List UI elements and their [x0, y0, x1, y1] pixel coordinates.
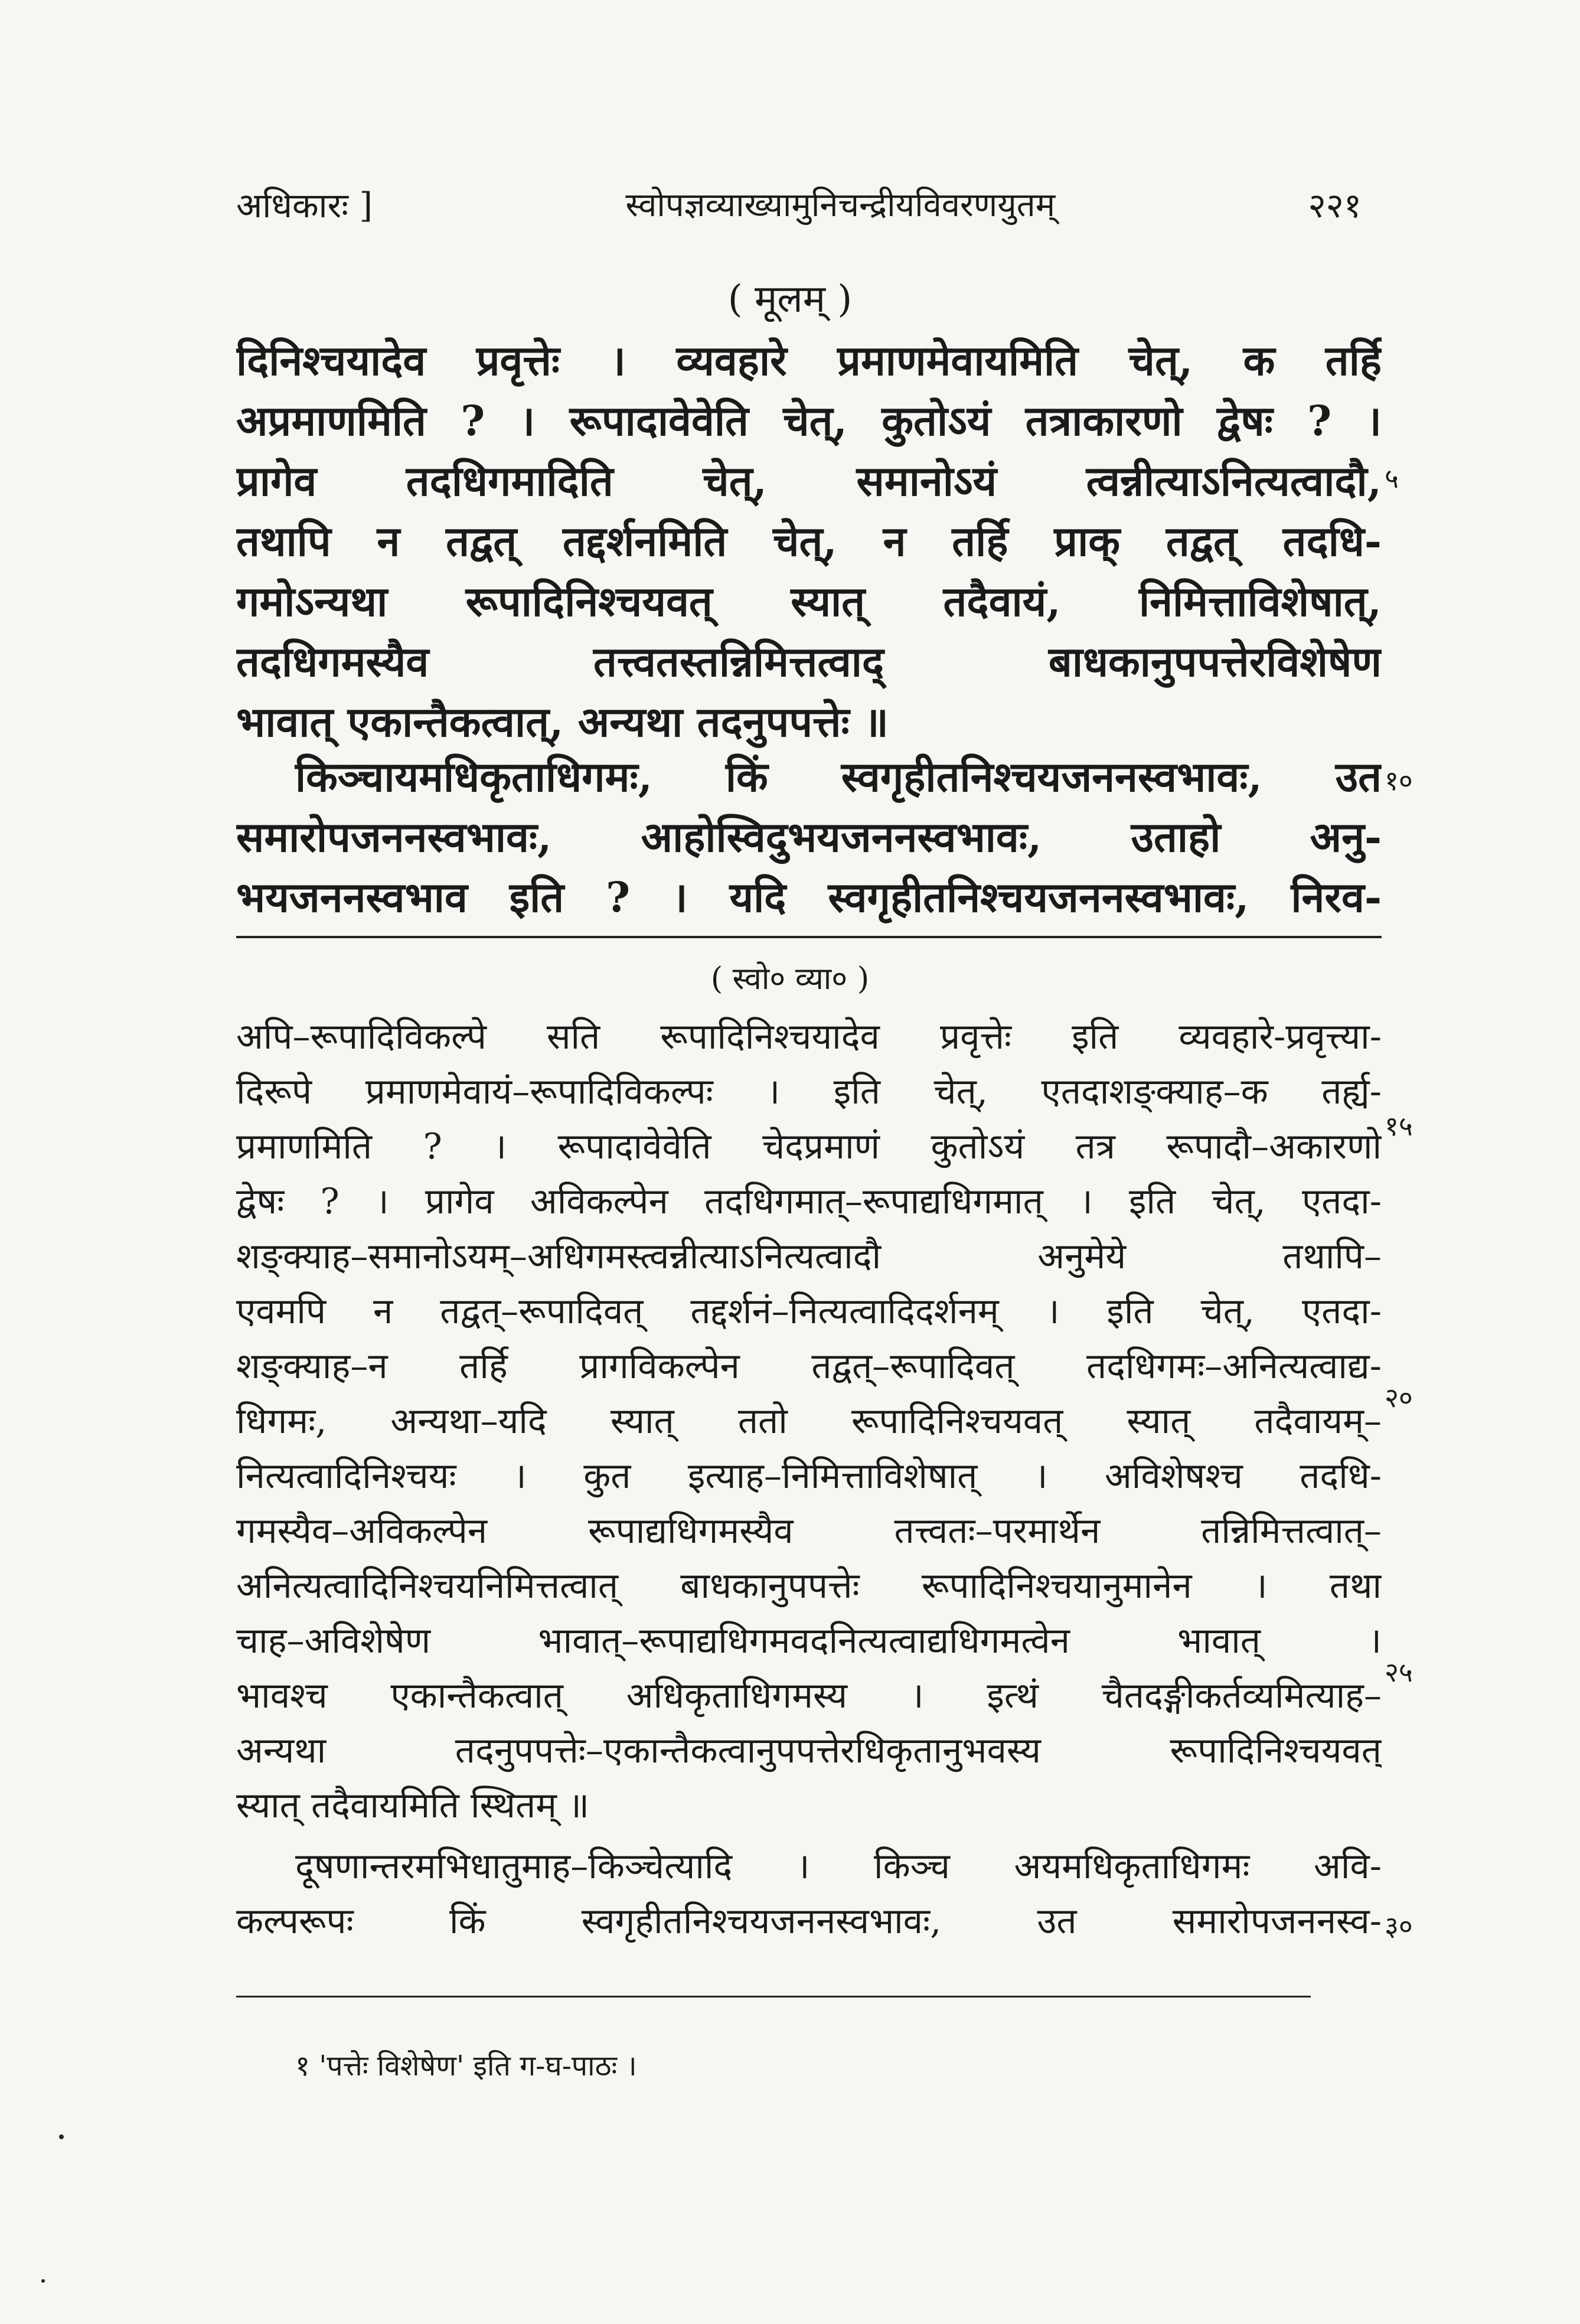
commentary-line: शङ्क्याह–समानोऽयम्–अधिगमस्त्वन्नीत्याऽनित्यत्वादौ अनुमेये तथापि– — [236, 1236, 1382, 1277]
running-header — [236, 177, 1362, 230]
commentary-line: अनित्यत्वादिनिश्चयनिमित्तत्वात् बाधकानुपपत्तेः रूपादिनिश्चयानुमानेन । तथा — [236, 1565, 1382, 1607]
line-number-20: २० — [1385, 1382, 1413, 1414]
commentary-line: अन्यथा तदनुपपत्तेः–एकान्तैकत्वानुपपत्तेरधिकृतानुभवस्य रूपादिनिश्चयवत् — [236, 1730, 1382, 1771]
commentary-line: दिरूपे प्रमाणमेवायं–रूपादिविकल्पः । इति चेत्, एतदाशङ्क्याह–क तर्ह्य- — [236, 1071, 1382, 1112]
line-number-10: १० — [1385, 765, 1413, 797]
commentary-line: भावश्च एकान्तैकत्वात् अधिकृताधिगमस्य । इत्थं चैतदङ्गीकर्तव्यमित्याह– — [236, 1675, 1382, 1716]
mula-line: प्रागेव तदधिगमादिति चेत्, समानोऽयं त्वन्नीत्याऽनित्यत्वादौ, — [236, 456, 1382, 505]
commentary-line: कल्परूपः किं स्वगृहीतनिश्चयजननस्वभावः, उत समारोपजननस्व- — [236, 1901, 1382, 1942]
commentary-line: शङ्क्याह–न तर्हि प्रागविकल्पेन तद्वत्–रूपादिवत् तदधिगमः–अनित्यत्वाद्य- — [236, 1346, 1382, 1387]
commentary-line: अपि–रूपादिविकल्पे सति रूपादिनिश्चयादेव प्रवृत्तेः इति व्यवहारे-प्रवृत्त्या- — [236, 1016, 1382, 1057]
mula-line: तदधिगमस्यैव तत्त्वतस्तन्निमित्तत्वाद् बाधकानुपपत्तेरविशेषेण — [236, 637, 1382, 686]
commentary-line: दूषणान्तरमभिधातुमाह–किञ्चेत्यादि । किञ्च अयमधिकृताधिगमः अवि- — [295, 1846, 1382, 1887]
mula-line: भावात् एकान्तैकत्वात्, अन्यथा तदनुपपत्तेः ॥ — [236, 697, 889, 746]
mula-heading: ( मूलम् ) — [727, 278, 853, 321]
commentary-text-block — [236, 1010, 1382, 1833]
commentary-line: प्रमाणमिति ? । रूपादावेवेति चेदप्रमाणं कुतोऽयं तत्र रूपादौ–अकारणो — [236, 1126, 1382, 1167]
commentary-line: धिगमः, अन्यथा–यदि स्यात् ततो रूपादिनिश्चयवत् स्यात् तदैवायम्– — [236, 1401, 1382, 1442]
paper-speck — [41, 2279, 45, 2283]
commentary-line: द्वेषः ? । प्रागेव अविकल्पेन तदधिगमात्–रूपाद्यधिगमात् । इति चेत्, एतदा- — [236, 1181, 1382, 1222]
mula-line: समारोपजननस्वभावः, आहोस्विदुभयजननस्वभावः, उताहो अनु- — [236, 812, 1382, 861]
mula-line: दिनिश्चयादेव प्रवृत्तेः । व्यवहारे प्रमाणमेवायमिति चेत्, क तर्हि — [236, 336, 1382, 385]
line-number-5: ५ — [1385, 462, 1399, 494]
commentary-line: चाह–अविशेषेण भावात्–रूपाद्यधिगमवदनित्यत्वाद्यधिगमत्वेन भावात् । — [236, 1620, 1382, 1662]
section-divider — [236, 936, 1382, 938]
mula-line: अप्रमाणमिति ? । रूपादावेवेति चेत्, कुतोऽयं तत्राकारणो द्वेषः ? । — [236, 396, 1382, 445]
mula-text-block — [236, 331, 1382, 752]
mula-line: गमोऽन्यथा रूपादिनिश्चयवत् स्यात् तदैवायं, निमित्ताविशेषात्, — [236, 577, 1382, 626]
commentary-line: गमस्यैव–अविकल्पेन रूपाद्यधिगमस्यैव तत्त्वतः–परमार्थेन तन्निमित्तत्वात्– — [236, 1510, 1382, 1552]
chapter-marker: अधिकारः ] — [236, 185, 373, 226]
mula-line: तथापि न तद्वत् तद्दर्शनमिति चेत्, न तर्हि प्राक् तद्वत् तदधि- — [236, 517, 1382, 566]
mula-paragraph-2 — [236, 747, 1382, 928]
page-number: २२१ — [1308, 185, 1362, 226]
paper-speck — [59, 2134, 64, 2139]
commentary-heading: ( स्वो० व्या० ) — [710, 961, 870, 997]
mula-line: किञ्चायमधिकृताधिगमः, किं स्वगृहीतनिश्चयजननस्वभावः, उत — [295, 752, 1382, 801]
commentary-paragraph-2 — [236, 1839, 1382, 1949]
line-number-15: १५ — [1385, 1110, 1413, 1142]
footnote-divider — [236, 1996, 1311, 1997]
footnote: १ 'पत्तेः विशेषेण' इति ग-घ-पाठः । — [295, 2049, 637, 2083]
commentary-line: स्यात् तदैवायमिति स्थितम् ॥ — [236, 1785, 590, 1826]
running-title: स्वोपज्ञव्याख्यामुनिचन्द्रीयविवरणयुतम् — [625, 186, 1056, 224]
commentary-line: नित्यत्वादिनिश्चयः । कुत इत्याह–निमित्ताविशेषात् । अविशेषश्च तदधि- — [236, 1455, 1382, 1497]
commentary-line: एवमपि न तद्वत्–रूपादिवत् तद्दर्शनं–नित्यत्वादिदर्शनम् । इति चेत्, एतदा- — [236, 1291, 1382, 1332]
mula-line: भयजननस्वभाव इति ? । यदि स्वगृहीतनिश्चयजननस्वभावः, निरव- — [236, 873, 1382, 922]
line-number-30: ३० — [1385, 1910, 1413, 1942]
line-number-25: २५ — [1385, 1656, 1413, 1688]
